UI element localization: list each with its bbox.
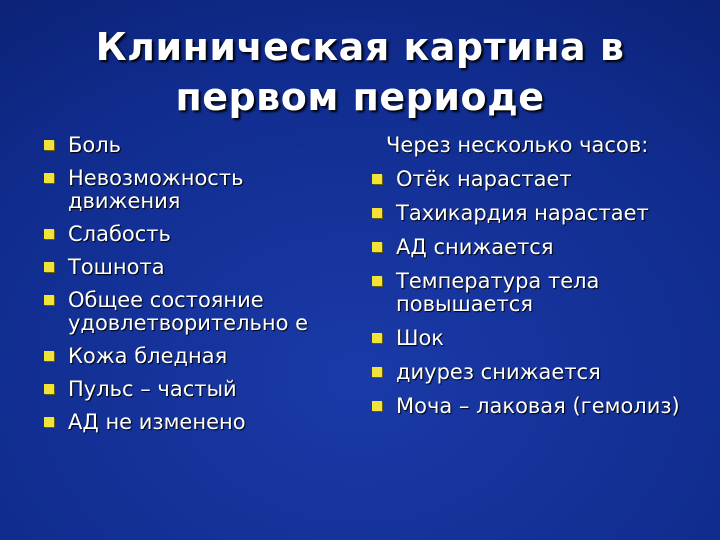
list-item-text: Невозможность движения bbox=[68, 166, 244, 213]
square-bullet-icon bbox=[44, 295, 54, 305]
list-item-text: Боль bbox=[68, 133, 122, 157]
list-item bbox=[44, 411, 344, 434]
square-bullet-icon bbox=[44, 173, 54, 183]
list-item-text: Шок bbox=[396, 326, 444, 350]
slide-title bbox=[20, 22, 700, 122]
list-item bbox=[372, 270, 692, 316]
list-intro-text: Через несколько часов: bbox=[386, 133, 649, 157]
list-item bbox=[372, 236, 692, 259]
list-intro bbox=[372, 134, 692, 157]
list-item-text: АД снижается bbox=[396, 235, 554, 259]
title-line-2: первом периоде bbox=[175, 75, 545, 119]
list-item-text: Температура тела повышается bbox=[396, 269, 600, 316]
square-bullet-icon bbox=[372, 401, 382, 411]
list-item bbox=[44, 223, 344, 246]
list-item bbox=[44, 289, 344, 335]
square-bullet-icon bbox=[372, 367, 382, 377]
list-item bbox=[44, 134, 344, 157]
list-item bbox=[44, 345, 344, 368]
title-line-1: Клиническая картина в bbox=[95, 25, 625, 69]
square-bullet-icon bbox=[44, 417, 54, 427]
list-item bbox=[44, 256, 344, 279]
list-item-text: Моча – лаковая (гемолиз) bbox=[396, 394, 680, 418]
square-bullet-icon bbox=[372, 208, 382, 218]
list-item bbox=[372, 395, 692, 418]
list-item-text: Тошнота bbox=[68, 255, 165, 279]
list-item-text: диурез снижается bbox=[396, 360, 601, 384]
list-item-text: Слабость bbox=[68, 222, 171, 246]
list-item bbox=[372, 202, 692, 225]
list-item bbox=[44, 378, 344, 401]
square-bullet-icon bbox=[44, 351, 54, 361]
square-bullet-icon bbox=[44, 229, 54, 239]
list-item bbox=[372, 168, 692, 191]
right-bullet-list bbox=[372, 134, 692, 429]
list-item-text: Тахикардия нарастает bbox=[396, 201, 649, 225]
square-bullet-icon bbox=[372, 242, 382, 252]
list-item-text: АД не изменено bbox=[68, 410, 246, 434]
square-bullet-icon bbox=[44, 140, 54, 150]
list-item bbox=[372, 327, 692, 350]
square-bullet-icon bbox=[44, 384, 54, 394]
list-item-text: Общее состояние удовлетворительно е bbox=[68, 288, 309, 335]
square-bullet-icon bbox=[372, 276, 382, 286]
list-item bbox=[372, 361, 692, 384]
list-item-text: Пульс – частый bbox=[68, 377, 237, 401]
list-item-text: Отёк нарастает bbox=[396, 167, 572, 191]
left-bullet-list bbox=[44, 134, 344, 444]
list-item bbox=[44, 167, 344, 213]
square-bullet-icon bbox=[372, 174, 382, 184]
square-bullet-icon bbox=[372, 333, 382, 343]
square-bullet-icon bbox=[44, 262, 54, 272]
list-item-text: Кожа бледная bbox=[68, 344, 228, 368]
